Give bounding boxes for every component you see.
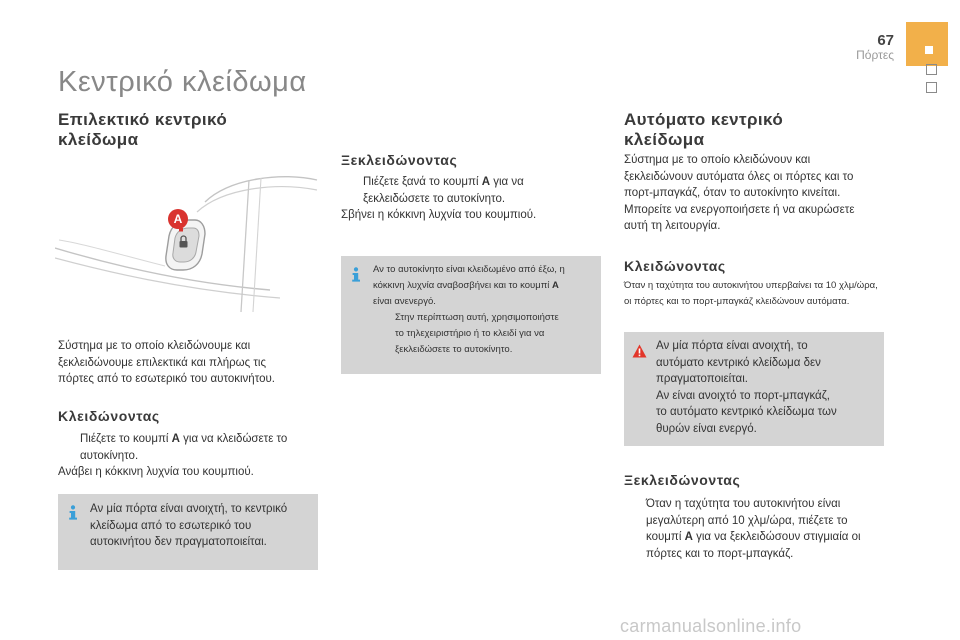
locking-bullet: Πιέζετε το κουμπί A για να κλειδώσετε το αυτοκίνητο. <box>80 433 288 462</box>
button-a-ref: A <box>481 176 491 188</box>
chapter-tab-active[interactable] <box>906 22 948 66</box>
chapter-tab-2[interactable] <box>926 64 937 75</box>
warning-line: το αυτόματο κεντρικό κλείδωμα των <box>656 406 837 418</box>
warning-line: πραγματοποιείται. <box>656 373 748 385</box>
heading-line-2: κλείδωμα <box>624 130 705 149</box>
info-line: Αν μία πόρτα είναι ανοιχτή, το κεντρικό <box>90 503 288 515</box>
auto-unlocking-bullet: Όταν η ταχύτητα του αυτοκινήτου είναι μεγαλύτερη από 10 χλμ/ώρα, πιέζετε το κουμπί A για να ξεκλειδώσουν στιγμιαία οι πόρτες και το πορτ-μπαγκάζ. <box>646 498 861 560</box>
intro-line: Σύστημα με το οποίο κλειδώνουμε και <box>58 340 251 352</box>
chapter-title: Πόρτες <box>856 48 894 62</box>
warning-line: θυρών είναι ενεργό. <box>656 422 757 435</box>
info-line: Αν το αυτοκίνητο είναι κλειδωμένο από έξω, η <box>373 264 565 275</box>
button-a-ref: A <box>552 280 559 291</box>
warning-icon <box>632 344 647 358</box>
auto-locking-text: Όταν η ταχύτητα του αυτοκινήτου υπερβαίνει τα 10 χλμ/ώρα, οι πόρτες και το πορτ-μπαγκάζ κλειδώνουν αυτόματα. <box>624 280 878 307</box>
heading-line-1: Επιλεκτικό κεντρικό <box>58 110 228 129</box>
button-a-ref: A <box>171 433 180 445</box>
intro-line: πόρτες από το εσωτερικό του αυτοκινήτου. <box>58 373 275 385</box>
chapter-tab-3[interactable] <box>926 82 937 93</box>
intro-line: ξεκλειδώνουν αυτόματα όλες οι πόρτες και το <box>624 170 854 183</box>
locking-instructions <box>58 431 320 481</box>
info-box-left <box>58 494 318 570</box>
info-line: είναι ανενεργό. <box>373 296 436 307</box>
auto-lock-heading <box>624 110 783 150</box>
unlocking-instructions <box>341 174 603 224</box>
info-icon <box>349 267 363 282</box>
info-line: κλείδωμα από το εσωτερικό του <box>90 519 252 532</box>
intro-line: αυτή τη λειτουργία. <box>624 220 721 232</box>
info-box-middle <box>341 256 601 374</box>
intro-line: Σύστημα με το οποίο κλειδώνουν και <box>624 154 811 166</box>
page-title: Κεντρικό κλείδωμα <box>58 66 307 98</box>
info-bullet: Στην περίπτωση αυτή, χρησιμοποιήστε το τηλεχειριστήριο ή το κλειδί για να ξεκλειδώσετε το αυτοκίνητο. <box>395 312 559 355</box>
watermark: carmanualsonline.info <box>620 616 802 636</box>
info-icon <box>66 505 80 520</box>
locking-heading: Κλειδώνοντας <box>58 408 160 424</box>
auto-lock-intro <box>624 152 894 235</box>
button-a-label: A <box>168 209 188 229</box>
auto-unlocking-text <box>624 496 894 562</box>
intro-line: πορτ-μπαγκάζ, όταν το αυτοκίνητο κινείται. <box>624 187 841 199</box>
heading-line-2: κλείδωμα <box>58 130 139 149</box>
unlocking-heading: Ξεκλειδώνοντας <box>341 152 458 168</box>
heading-line-1: Αυτόματο κεντρικό <box>624 110 784 129</box>
auto-locking-heading: Κλειδώνοντας <box>624 258 726 274</box>
warning-line: Αν μία πόρτα είναι ανοιχτή, το <box>656 340 808 352</box>
locking-note: Ανάβει η κόκκινη λυχνία του κουμπιού. <box>58 466 254 478</box>
info-line: αυτοκινήτου δεν πραγματοποιείται. <box>90 536 267 548</box>
tab-marker-icon <box>925 46 933 54</box>
unlocking-note: Σβήνει η κόκκινη λυχνία του κουμπιού. <box>341 209 537 221</box>
info-line: κόκκινη λυχνία αναβοσβήνει και το κουμπί A <box>373 280 559 291</box>
selective-lock-heading <box>58 110 227 150</box>
intro-line: Μπορείτε να ενεργοποιήσετε ή να ακυρώσετε <box>624 203 855 216</box>
warning-box <box>624 332 884 446</box>
warning-line: Αν είναι ανοιχτό το πορτ-μπαγκάζ, <box>656 389 830 402</box>
warning-line: αυτόματο κεντρικό κλείδωμα δεν <box>656 356 821 369</box>
auto-unlocking-heading: Ξεκλειδώνοντας <box>624 472 741 488</box>
button-a-ref: A <box>684 531 693 543</box>
selective-lock-intro <box>58 338 320 388</box>
door-panel-illustration <box>55 170 320 315</box>
intro-line: ξεκλειδώνουμε επιλεκτικά και πλήρως τις <box>58 356 266 369</box>
unlocking-bullet: Πιέζετε ξανά το κουμπί A για να ξεκλειδώσετε το αυτοκίνητο. <box>363 176 524 205</box>
page-number: 67 <box>877 32 894 49</box>
